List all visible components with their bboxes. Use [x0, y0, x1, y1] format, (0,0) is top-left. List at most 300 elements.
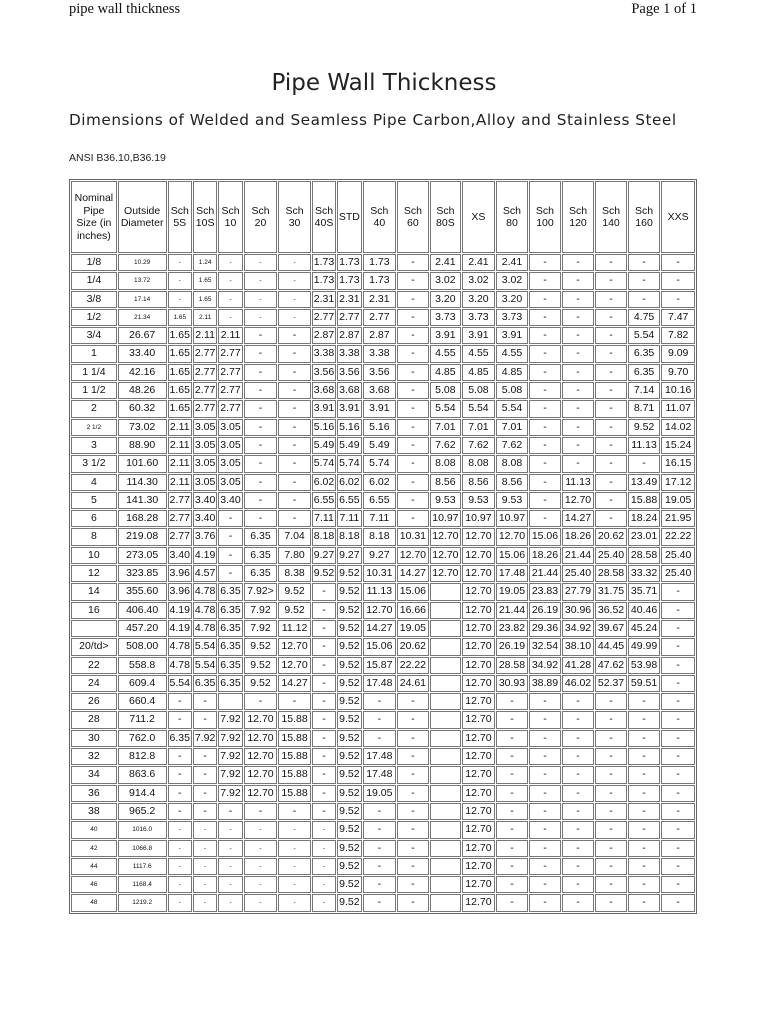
thickness-cell: - — [529, 437, 561, 454]
thickness-cell: - — [562, 327, 595, 344]
thickness-cell: 34.92 — [529, 657, 561, 674]
thickness-cell: 2.31 — [312, 291, 336, 308]
nominal-size-cell: 40 — [71, 821, 117, 838]
thickness-cell: - — [363, 840, 397, 857]
thickness-cell: 6.35 — [218, 583, 242, 600]
thickness-cell: - — [496, 693, 529, 710]
thickness-cell: - — [218, 565, 242, 582]
thickness-cell: 12.70 — [278, 638, 311, 655]
thickness-cell: 1.24 — [193, 254, 217, 271]
thickness-cell: - — [168, 803, 192, 820]
thickness-cell: - — [218, 894, 242, 911]
thickness-cell — [430, 693, 462, 710]
thickness-cell: 4.19 — [168, 602, 192, 619]
thickness-cell: 12.70 — [397, 547, 429, 564]
thickness-cell — [430, 583, 462, 600]
thickness-cell: - — [218, 858, 242, 875]
thickness-cell: 9.52 — [337, 638, 361, 655]
thickness-cell: 12.70 — [462, 730, 495, 747]
thickness-cell: 3.68 — [312, 382, 336, 399]
thickness-cell: - — [628, 455, 661, 472]
thickness-cell: - — [562, 858, 595, 875]
nominal-size-cell: 38 — [71, 803, 117, 820]
thickness-cell: 33.32 — [628, 565, 661, 582]
thickness-cell: 20.62 — [397, 638, 429, 655]
thickness-cell: - — [628, 254, 661, 271]
outside-diameter-cell: 355.60 — [118, 583, 167, 600]
thickness-cell: 11.13 — [628, 437, 661, 454]
thickness-cell: 1.65 — [168, 382, 192, 399]
outside-diameter-cell: 762.0 — [118, 730, 167, 747]
page-header-title: pipe wall thickness — [69, 1, 181, 17]
thickness-cell — [430, 821, 462, 838]
thickness-cell: 1.65 — [168, 327, 192, 344]
column-header: Sch 30 — [278, 181, 311, 253]
outside-diameter-cell: 1168.4 — [118, 876, 167, 893]
thickness-cell: 2.77 — [168, 510, 192, 527]
thickness-cell: 16.15 — [661, 455, 695, 472]
pipe-thickness-table — [69, 179, 697, 914]
thickness-cell: - — [244, 840, 278, 857]
thickness-cell: - — [244, 364, 278, 381]
thickness-cell: 6.35 — [193, 675, 217, 692]
thickness-cell: 9.52 — [337, 730, 361, 747]
thickness-cell: 3.56 — [312, 364, 336, 381]
thickness-cell — [430, 657, 462, 674]
thickness-cell: - — [278, 474, 311, 491]
thickness-cell: - — [168, 711, 192, 728]
thickness-cell — [430, 858, 462, 875]
thickness-cell: 21.44 — [496, 602, 529, 619]
thickness-cell: 1.65 — [168, 345, 192, 362]
thickness-cell: 9.52 — [337, 711, 361, 728]
nominal-size-cell: 44 — [71, 858, 117, 875]
thickness-cell: 15.06 — [397, 583, 429, 600]
nominal-size-cell: 48 — [71, 894, 117, 911]
thickness-cell: 59.51 — [628, 675, 661, 692]
thickness-cell: 38.10 — [562, 638, 595, 655]
table-row — [71, 748, 695, 765]
thickness-cell: 25.40 — [595, 547, 627, 564]
thickness-cell: 10.97 — [496, 510, 529, 527]
table-row — [71, 766, 695, 783]
thickness-cell: 4.85 — [496, 364, 529, 381]
thickness-cell: - — [529, 730, 561, 747]
thickness-cell: - — [496, 876, 529, 893]
nominal-size-cell: 4 — [71, 474, 117, 491]
thickness-cell: 5.08 — [430, 382, 462, 399]
thickness-cell: 2.77 — [168, 492, 192, 509]
thickness-cell: - — [397, 364, 429, 381]
column-header: Sch 100 — [529, 181, 561, 253]
table-row — [71, 565, 695, 582]
thickness-cell: 12.70 — [430, 547, 462, 564]
thickness-cell — [218, 693, 242, 710]
thickness-cell: - — [529, 474, 561, 491]
table-row — [71, 419, 695, 436]
thickness-cell: 47.62 — [595, 657, 627, 674]
thickness-cell: 27.79 — [562, 583, 595, 600]
thickness-cell: 3.40 — [193, 510, 217, 527]
thickness-cell: 7.92 — [218, 766, 242, 783]
thickness-cell: - — [628, 803, 661, 820]
thickness-cell: - — [595, 894, 627, 911]
thickness-cell: 2.87 — [363, 327, 397, 344]
thickness-cell: - — [397, 711, 429, 728]
thickness-cell: 2.11 — [168, 455, 192, 472]
thickness-cell: 2.41 — [462, 254, 495, 271]
thickness-cell: - — [312, 602, 336, 619]
nominal-size-cell: 1/8 — [71, 254, 117, 271]
thickness-cell: - — [496, 785, 529, 802]
thickness-cell: 44.45 — [595, 638, 627, 655]
thickness-cell: - — [595, 840, 627, 857]
thickness-cell: - — [193, 858, 217, 875]
thickness-cell: - — [661, 254, 695, 271]
table-row — [71, 803, 695, 820]
thickness-cell: 39.67 — [595, 620, 627, 637]
thickness-cell: 2.11 — [193, 327, 217, 344]
thickness-cell: - — [397, 345, 429, 362]
outside-diameter-cell: 73.02 — [118, 419, 167, 436]
table-row — [71, 858, 695, 875]
thickness-cell — [430, 766, 462, 783]
thickness-cell: 10.97 — [430, 510, 462, 527]
thickness-cell: 17.48 — [363, 675, 397, 692]
thickness-cell: 52.37 — [595, 675, 627, 692]
thickness-cell: - — [496, 748, 529, 765]
outside-diameter-cell: 88.90 — [118, 437, 167, 454]
thickness-cell — [430, 730, 462, 747]
thickness-cell: - — [244, 858, 278, 875]
thickness-cell: - — [397, 510, 429, 527]
nominal-size-cell: 10 — [71, 547, 117, 564]
thickness-cell: - — [595, 693, 627, 710]
thickness-cell: 3.05 — [218, 419, 242, 436]
thickness-cell: - — [661, 894, 695, 911]
thickness-cell: 12.70 — [496, 528, 529, 545]
thickness-cell: - — [628, 766, 661, 783]
thickness-cell: - — [397, 730, 429, 747]
thickness-cell: - — [397, 272, 429, 289]
thickness-cell: - — [562, 272, 595, 289]
thickness-cell: 9.52 — [312, 565, 336, 582]
nominal-size-cell: 24 — [71, 675, 117, 692]
nominal-size-cell: 20/td> — [71, 638, 117, 655]
thickness-cell: - — [168, 254, 192, 271]
thickness-cell: - — [529, 254, 561, 271]
thickness-cell: 7.92 — [218, 748, 242, 765]
thickness-cell: - — [397, 876, 429, 893]
table-row — [71, 474, 695, 491]
thickness-cell: - — [661, 748, 695, 765]
thickness-cell: 8.08 — [430, 455, 462, 472]
thickness-cell: - — [595, 345, 627, 362]
thickness-cell: 9.52 — [337, 894, 361, 911]
thickness-cell: - — [244, 803, 278, 820]
outside-diameter-cell: 863.6 — [118, 766, 167, 783]
nominal-size-cell: 32 — [71, 748, 117, 765]
thickness-cell: - — [496, 730, 529, 747]
thickness-cell: - — [218, 309, 242, 326]
thickness-cell: 9.52 — [244, 675, 278, 692]
thickness-cell: 18.24 — [628, 510, 661, 527]
thickness-cell: - — [278, 510, 311, 527]
thickness-cell: 3.20 — [496, 291, 529, 308]
thickness-cell: 9.52 — [337, 675, 361, 692]
nominal-size-cell: 3/4 — [71, 327, 117, 344]
thickness-cell: 2.77 — [193, 382, 217, 399]
nominal-size-cell: 28 — [71, 711, 117, 728]
thickness-cell: 45.24 — [628, 620, 661, 637]
table-row — [71, 840, 695, 857]
thickness-cell: - — [218, 510, 242, 527]
thickness-cell: 9.52 — [244, 638, 278, 655]
thickness-cell: 25.40 — [562, 565, 595, 582]
thickness-cell: 12.70 — [244, 730, 278, 747]
thickness-cell: 7.80 — [278, 547, 311, 564]
thickness-cell: 6.35 — [168, 730, 192, 747]
thickness-cell: 2.77 — [363, 309, 397, 326]
thickness-cell: - — [278, 382, 311, 399]
thickness-cell: 4.55 — [462, 345, 495, 362]
thickness-cell: 6.35 — [218, 657, 242, 674]
thickness-cell: - — [661, 272, 695, 289]
thickness-cell: 3.68 — [337, 382, 361, 399]
column-header: STD — [337, 181, 361, 253]
thickness-cell: - — [397, 821, 429, 838]
nominal-size-cell: 5 — [71, 492, 117, 509]
thickness-cell: - — [529, 510, 561, 527]
thickness-cell: 4.57 — [193, 565, 217, 582]
thickness-cell: 12.70 — [462, 711, 495, 728]
thickness-cell: - — [628, 291, 661, 308]
thickness-cell: 30.96 — [562, 602, 595, 619]
thickness-cell: - — [244, 455, 278, 472]
thickness-cell: - — [562, 437, 595, 454]
table-row — [71, 528, 695, 545]
thickness-cell: - — [562, 730, 595, 747]
thickness-cell: 11.13 — [562, 474, 595, 491]
thickness-cell: 3.76 — [193, 528, 217, 545]
thickness-cell: 15.88 — [278, 766, 311, 783]
thickness-cell: 3.73 — [430, 309, 462, 326]
thickness-cell: 3.02 — [462, 272, 495, 289]
thickness-cell: - — [529, 785, 561, 802]
thickness-cell: 2.31 — [337, 291, 361, 308]
table-row — [71, 547, 695, 564]
column-header: Sch 60 — [397, 181, 429, 253]
thickness-cell: 3.05 — [193, 419, 217, 436]
thickness-cell: - — [193, 766, 217, 783]
thickness-cell: 3.40 — [193, 492, 217, 509]
column-header: Sch 10S — [193, 181, 217, 253]
thickness-cell: - — [496, 821, 529, 838]
thickness-cell: - — [244, 272, 278, 289]
thickness-cell: 7.92 — [218, 785, 242, 802]
thickness-cell: 7.11 — [312, 510, 336, 527]
thickness-cell: - — [661, 821, 695, 838]
thickness-cell: - — [661, 858, 695, 875]
thickness-cell: 6.35 — [244, 547, 278, 564]
thickness-cell: - — [562, 748, 595, 765]
outside-diameter-cell: 48.26 — [118, 382, 167, 399]
thickness-cell: - — [595, 291, 627, 308]
thickness-cell: 20.62 — [595, 528, 627, 545]
thickness-cell: - — [529, 291, 561, 308]
thickness-cell: 3.73 — [496, 309, 529, 326]
outside-diameter-cell: 660.4 — [118, 693, 167, 710]
thickness-cell: - — [595, 821, 627, 838]
thickness-cell: 19.05 — [661, 492, 695, 509]
thickness-cell: 10.97 — [462, 510, 495, 527]
thickness-cell: - — [529, 693, 561, 710]
thickness-cell: 12.70 — [244, 766, 278, 783]
thickness-cell: - — [496, 894, 529, 911]
thickness-cell: 6.55 — [337, 492, 361, 509]
nominal-size-cell: 22 — [71, 657, 117, 674]
column-header: Nominal Pipe Size (in inches) — [71, 181, 117, 253]
thickness-cell: - — [595, 437, 627, 454]
thickness-cell: - — [595, 382, 627, 399]
thickness-cell: - — [496, 840, 529, 857]
thickness-cell — [430, 602, 462, 619]
thickness-cell: 11.13 — [363, 583, 397, 600]
thickness-cell: 1.73 — [312, 272, 336, 289]
thickness-cell: - — [529, 803, 561, 820]
thickness-cell: - — [562, 400, 595, 417]
thickness-cell: 10.31 — [397, 528, 429, 545]
thickness-cell: 3.02 — [430, 272, 462, 289]
thickness-cell: 9.52 — [337, 565, 361, 582]
thickness-cell: 12.70 — [462, 602, 495, 619]
thickness-cell: 9.52 — [337, 766, 361, 783]
thickness-cell: - — [312, 748, 336, 765]
thickness-cell: - — [278, 455, 311, 472]
thickness-cell: - — [312, 730, 336, 747]
thickness-cell: 6.35 — [218, 638, 242, 655]
thickness-cell: - — [278, 327, 311, 344]
thickness-cell: - — [218, 876, 242, 893]
thickness-cell: - — [595, 748, 627, 765]
thickness-cell: - — [397, 291, 429, 308]
thickness-cell: 1.73 — [337, 272, 361, 289]
thickness-cell: - — [529, 400, 561, 417]
thickness-cell: 3.05 — [193, 474, 217, 491]
outside-diameter-cell: 609.4 — [118, 675, 167, 692]
thickness-cell: 8.18 — [363, 528, 397, 545]
thickness-cell: 15.06 — [529, 528, 561, 545]
thickness-cell: 8.56 — [496, 474, 529, 491]
thickness-cell: 5.54 — [193, 638, 217, 655]
thickness-cell: 2.41 — [496, 254, 529, 271]
thickness-cell: - — [244, 894, 278, 911]
thickness-cell: - — [529, 876, 561, 893]
thickness-cell: 9.52 — [337, 858, 361, 875]
thickness-cell: 11.12 — [278, 620, 311, 637]
thickness-cell: - — [397, 419, 429, 436]
thickness-cell: - — [244, 382, 278, 399]
thickness-cell: 9.53 — [496, 492, 529, 509]
thickness-cell: 10.16 — [661, 382, 695, 399]
thickness-cell: 12.70 — [278, 657, 311, 674]
nominal-size-cell: 34 — [71, 766, 117, 783]
thickness-cell: - — [278, 272, 311, 289]
column-header: Sch 80S — [430, 181, 462, 253]
thickness-cell: 4.85 — [462, 364, 495, 381]
thickness-cell: - — [168, 693, 192, 710]
thickness-cell: 49.99 — [628, 638, 661, 655]
thickness-cell — [430, 675, 462, 692]
thickness-cell: - — [595, 419, 627, 436]
thickness-cell: - — [218, 528, 242, 545]
thickness-cell: 2.77 — [337, 309, 361, 326]
thickness-cell: - — [278, 858, 311, 875]
thickness-cell: - — [595, 510, 627, 527]
thickness-cell: - — [244, 437, 278, 454]
thickness-cell: - — [168, 272, 192, 289]
thickness-cell: 9.52 — [337, 657, 361, 674]
thickness-cell: 2.77 — [193, 400, 217, 417]
thickness-cell: 15.88 — [278, 711, 311, 728]
thickness-cell: - — [529, 748, 561, 765]
nominal-size-cell: 6 — [71, 510, 117, 527]
table-row — [71, 437, 695, 454]
thickness-cell: - — [312, 711, 336, 728]
column-header: Sch 140 — [595, 181, 627, 253]
outside-diameter-cell: 168.28 — [118, 510, 167, 527]
table-row — [71, 785, 695, 802]
thickness-cell: - — [496, 858, 529, 875]
thickness-cell: - — [397, 894, 429, 911]
thickness-cell: - — [562, 419, 595, 436]
thickness-cell: 2.31 — [363, 291, 397, 308]
thickness-cell: 12.70 — [462, 565, 495, 582]
thickness-cell: 6.35 — [218, 620, 242, 637]
column-header: Sch 80 — [496, 181, 529, 253]
thickness-cell: 7.62 — [462, 437, 495, 454]
nominal-size-cell: 42 — [71, 840, 117, 857]
thickness-cell: 3.91 — [496, 327, 529, 344]
thickness-cell: 9.53 — [462, 492, 495, 509]
thickness-cell: 1.65 — [168, 400, 192, 417]
thickness-cell: - — [628, 876, 661, 893]
thickness-cell — [430, 803, 462, 820]
thickness-cell: 9.27 — [337, 547, 361, 564]
thickness-cell: 14.27 — [363, 620, 397, 637]
thickness-cell: - — [244, 345, 278, 362]
thickness-cell: 26.19 — [496, 638, 529, 655]
thickness-cell: 7.82 — [661, 327, 695, 344]
thickness-cell: 3.56 — [337, 364, 361, 381]
outside-diameter-cell: 1016.0 — [118, 821, 167, 838]
thickness-cell: 9.52 — [337, 803, 361, 820]
thickness-cell: 12.70 — [462, 583, 495, 600]
thickness-cell: 3.56 — [363, 364, 397, 381]
thickness-cell: - — [168, 858, 192, 875]
thickness-cell: 12.70 — [430, 528, 462, 545]
outside-diameter-cell: 965.2 — [118, 803, 167, 820]
thickness-cell: 4.78 — [168, 638, 192, 655]
thickness-cell: 5.54 — [628, 327, 661, 344]
thickness-cell: 1.65 — [168, 364, 192, 381]
column-header: Sch 120 — [562, 181, 595, 253]
thickness-cell: 8.08 — [496, 455, 529, 472]
thickness-cell: 5.74 — [337, 455, 361, 472]
thickness-cell: 9.09 — [661, 345, 695, 362]
table-row — [71, 876, 695, 893]
thickness-cell: - — [529, 272, 561, 289]
